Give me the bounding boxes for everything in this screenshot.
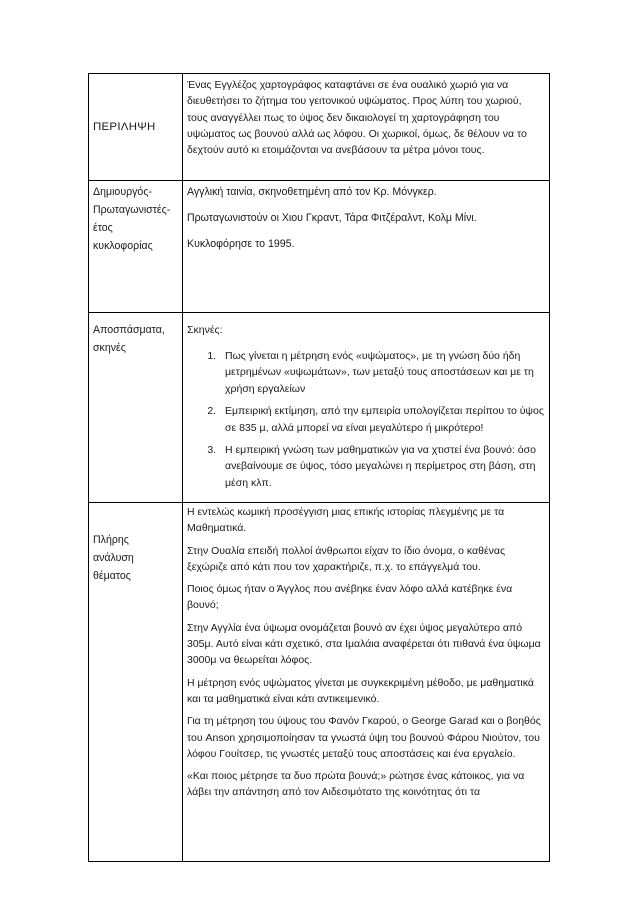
- analysis-paragraph: «Και ποιος μέτρησε τα δυο πρώτα βουνά;» ρώτησε ένας κάτοικος, για να λάβει την απάντηση από τον Αιδεσιμότατο της κοινότητας ότι τα: [187, 770, 525, 799]
- credits-row: [89, 181, 550, 313]
- summary-text: Ένας Εγγλέζος χαρτογράφος καταφτάνει σε ένα ουαλικό χωριό για να διευθετήσει το ζήτημα του γειτονικού υψώματος. Προς λύπη του χωριού, τους αναγγέλλει πως το ύψος δεν δικαιολογεί τη χαρτογράφηση του υψώματος ως βουνού αλλά ως λόφου. Οι χωρικοί, όμως, δε θέλουν να το δεχτούν αυτό κι ετοιμάζονται να ανεβάσουν τα μέτρα μόνοι τους.: [183, 74, 550, 181]
- scene-item: 2. Εμπειρική εκτίμηση, από την εμπειρία υπολογίζεται περίπου το ύψος σε 835 μ, αλλά μπορεί να είναι μεγαλύτερο ή μικρότερο!: [219, 403, 545, 436]
- summary-row: [89, 74, 550, 181]
- credits-director: Αγγλική ταινία, σκηνοθετημένη από τον Κρ. Μόνγκερ.: [187, 186, 437, 198]
- credits-actors: Πρωταγωνιστούν οι Χιου Γκραντ, Τάρα Φιτζέραλντ, Κολμ Μίνι.: [187, 212, 477, 224]
- scenes-label-line: Αποσπάσματα,: [93, 324, 165, 336]
- analysis-label-line: θέματος: [93, 570, 131, 582]
- scenes-title: Σκηνές:: [187, 324, 223, 336]
- scene-item: 3. Η εμπειρική γνώση των μαθηματικών για να χτιστεί ένα βουνό: όσο ανεβαίνουμε σε ύψος, τόσο μεγαλώνει η περίμετρος στη βάση, στη μέση κλπ.: [219, 442, 545, 491]
- scenes-list: [187, 348, 545, 491]
- analysis-paragraph: Στην Ουαλία επειδή πολλοί άνθρωποι είχαν το ίδιο όνομα, ο καθένας ξεχώριζε από κάτι που τον χαρακτήριζε, π.χ. το επάγγελμά του.: [187, 544, 506, 573]
- analysis-label: [89, 503, 183, 862]
- credits-label-line: κυκλοφορίας: [93, 240, 153, 252]
- analysis-label-line: ανάλυση: [93, 552, 134, 564]
- summary-label: ΠΕΡΙΛΗΨΗ: [89, 74, 183, 181]
- analysis-paragraph: Στην Αγγλία ένα ύψωμα ονομάζεται βουνό αν έχει ύψος μεγαλύτερο από 305μ. Αυτό είναι κάτι σχετικό, στα Ιμαλάια αναφέρεται ότι πιθανά ένα ύψωμα 3000μ να θεωρείται λόφος.: [187, 621, 541, 667]
- scenes-content: [183, 313, 550, 503]
- scenes-label-line: σκηνές: [93, 342, 126, 354]
- analysis-paragraph: Η εντελώς κωμική προσέγγιση μιας επικής ιστορίας πλεγμένης με τα Μαθηματικά.: [187, 506, 505, 535]
- credits-label-line: Δημιουργός-: [93, 186, 152, 198]
- credits-release: Κυκλοφόρησε το 1995.: [187, 238, 295, 250]
- analysis-row: [89, 503, 550, 862]
- analysis-content: [183, 503, 550, 862]
- analysis-paragraph: Για τη μέτρηση του ύψους του Φανόν Γκαρού, ο George Garad και ο βοηθός του Anson χρησιμοποίησαν τα γνωστά ύψη του βουνού Φάρου Νιούτον, του λόφου Γουίτσερ, τις γνωστές μεταξύ τους αποστάσεις και ένα εργαλείο.: [187, 715, 541, 760]
- analysis-paragraph: Η μέτρηση ενός υψώματος γίνεται με συγκεκριμένη μέθοδο, με μαθηματικά και τα μαθηματικά είναι κάτι αντικειμενικό.: [187, 676, 534, 705]
- analysis-label-line: Πλήρης: [93, 534, 129, 546]
- scene-item: 1. Πως γίνεται η μέτρηση ενός «υψώματος», με τη γνώση δύο ήδη μετρημένων «υψωμάτων», των μεταξύ τους αποστάσεων και με τη χρήση εργαλείων: [219, 348, 545, 397]
- scenes-row: [89, 313, 550, 503]
- film-info-table: [88, 73, 550, 862]
- credits-label-line: έτος: [93, 222, 113, 234]
- credits-label: [89, 181, 183, 313]
- credits-content: [183, 181, 550, 313]
- scenes-label: [89, 313, 183, 503]
- analysis-paragraph: Ποιος όμως ήταν ο Άγγλος που ανέβηκε έναν λόφο αλλά κατέβηκε ένα βουνό;: [187, 583, 513, 612]
- credits-label-line: Πρωταγωνιστές-: [93, 204, 171, 216]
